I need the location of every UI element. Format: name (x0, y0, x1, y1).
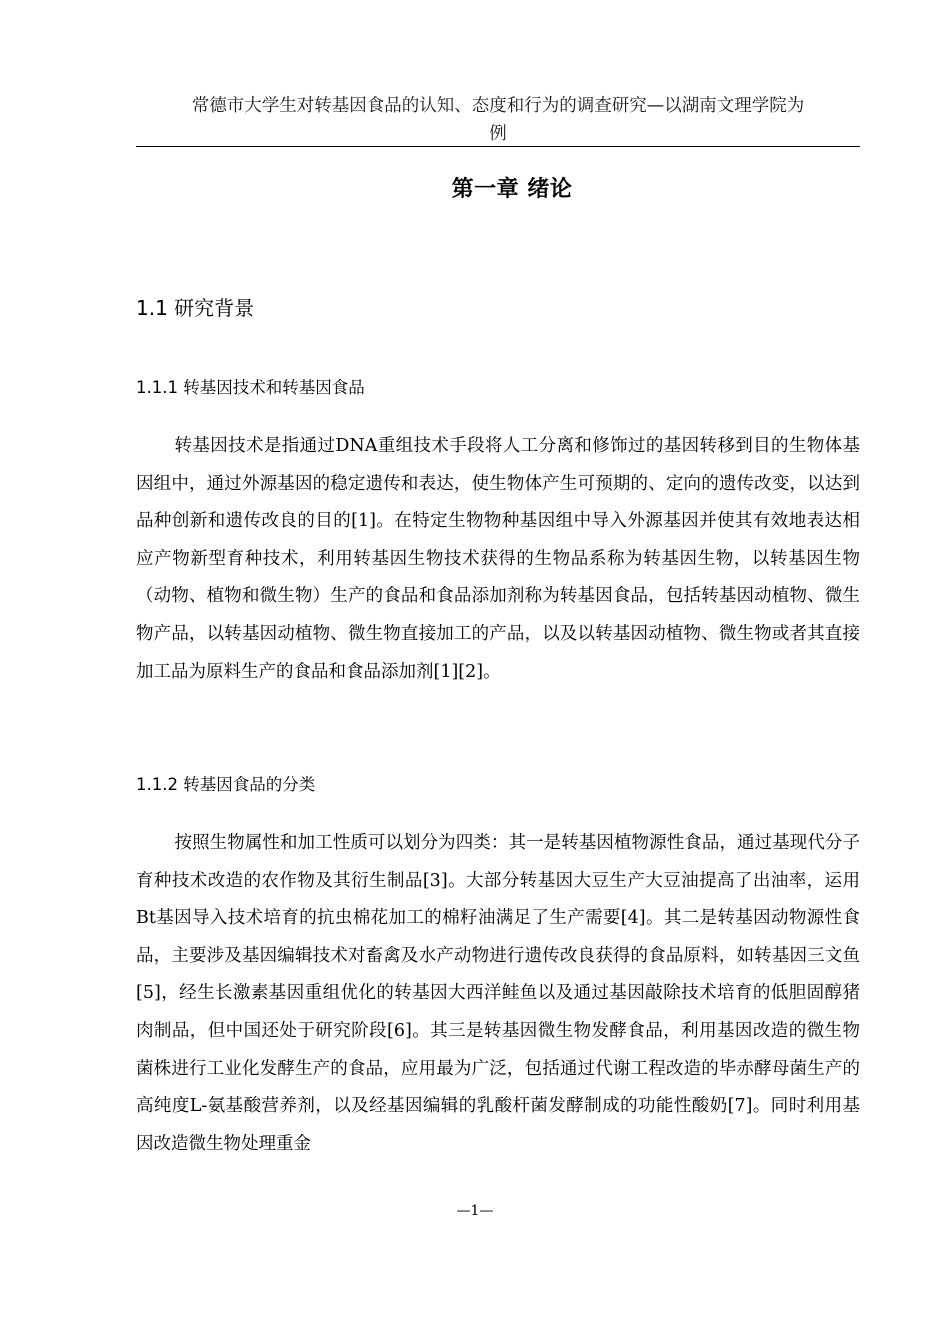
body-paragraph-1: 转基因技术是指通过DNA重组技术手段将人工分离和修饰过的基因转移到目的生物体基因组中，通过外源基因的稳定遗传和表达，使生物体产生可预期的、定向的遗传改变，以达到品种创新和遗传改良的目的[1]。在特定生物物种基因组中导入外源基因并使其有效地表达相应产物新型育种技术，利用转基因生物技术获得的生物品系称为转基因生物，以转基因生物（动物、植物和微生物）生产的食品和食品添加剂称为转基因食品，包括转基因动植物、微生物产品，以转基因动植物、微生物直接加工的产品，以及以转基因动植物、微生物或者其直接加工品为原料生产的食品和食品添加剂[1][2]。 (136, 436, 860, 682)
chapter-title: 第一章 绪论 (451, 177, 573, 202)
header-divider (136, 146, 860, 147)
running-header (136, 92, 860, 148)
running-header-line2: 例 (489, 124, 507, 144)
section-heading: 1.1 研究背景 (136, 296, 255, 320)
subsection-heading-1: 1.1.1 转基因技术和转基因食品 (136, 378, 365, 397)
body-paragraph-2: 按照生物属性和加工性质可以划分为四类：其一是转基因植物源性食品，通过基现代分子育种技术改造的农作物及其衍生制品[3]。大部分转基因大豆生产大豆油提高了出油率，运用Bt基因导入技术培育的抗虫棉花加工的棉籽油满足了生产需要[4]。其二是转基因动物源性食品，主要涉及基因编辑技术对畜禽及水产动物进行遗传改良获得的食品原料，如转基因三文鱼[5]，经生长激素基因重组优化的转基因大西洋鲑鱼以及通过基因敲除技术培育的低胆固醇猪肉制品，但中国还处于研究阶段[6]。其三是转基因微生物发酵食品，利用基因改造的微生物菌株进行工业化发酵生产的食品，应用最为广泛，包括通过代谢工程改造的毕赤酵母菌生产的高纯度L-氨基酸营养剂，以及经基因编辑的乳酸杆菌发酵制成的功能性酸奶[7]。同时利用基因改造微生物处理重金 (136, 833, 860, 1154)
running-header-line1: 常德市大学生对转基因食品的认知、态度和行为的调查研究—以湖南文理学院为 (191, 96, 805, 116)
subsection-heading-2: 1.1.2 转基因食品的分类 (136, 775, 316, 794)
page-number: —1— (456, 1203, 494, 1219)
